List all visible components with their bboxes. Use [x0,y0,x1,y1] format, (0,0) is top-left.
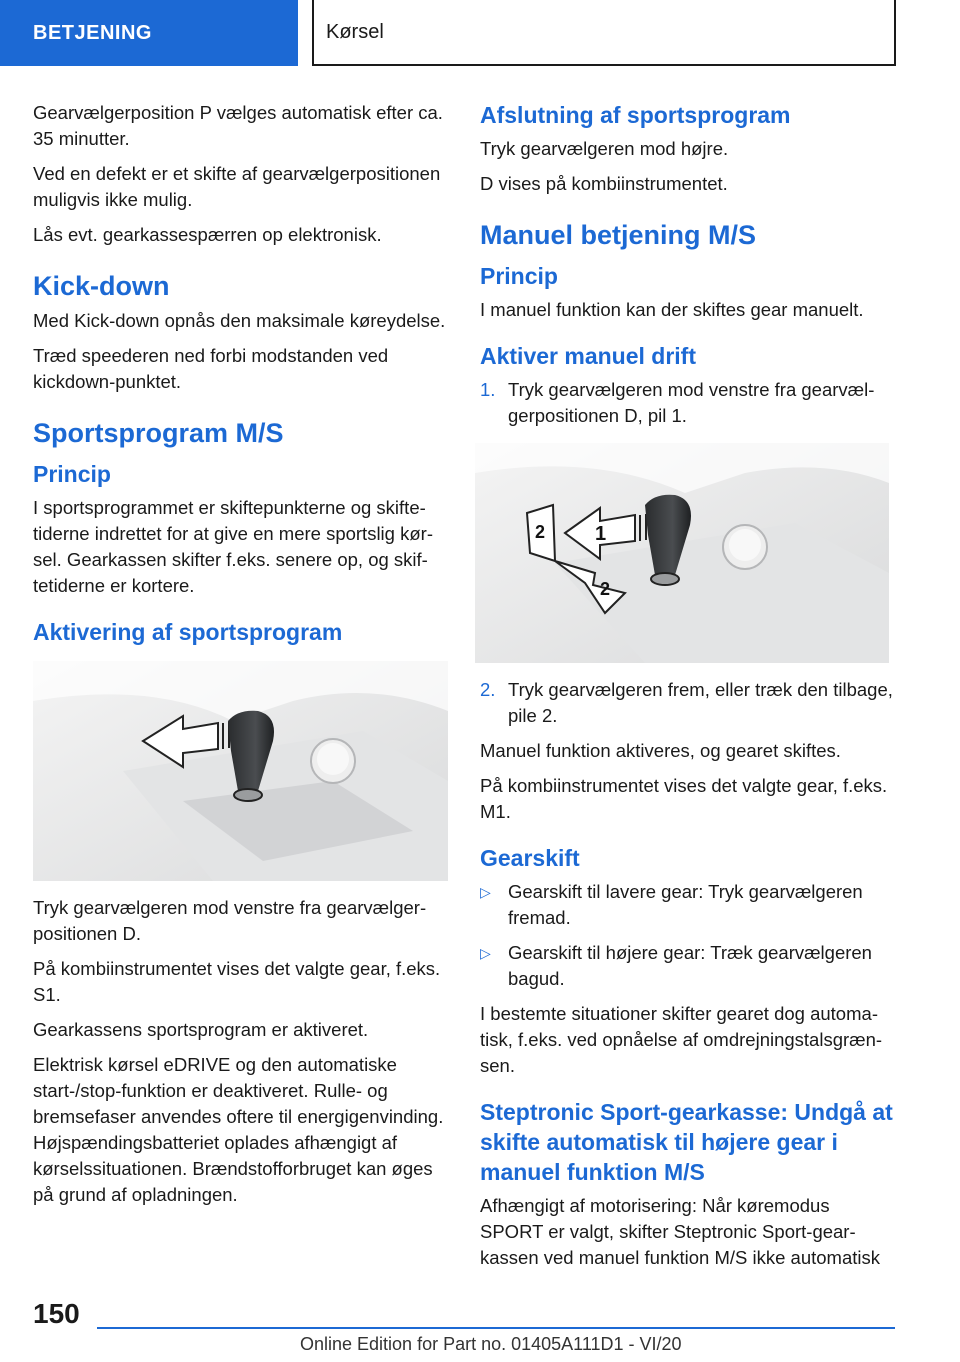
paragraph: På kombiinstrumentet vises det valgte gear, f.eks. S1. [33,958,441,1005]
paragraph: Tryk gearvælgeren mod højre. [480,138,729,159]
heading-kickdown: Kick-down [33,271,170,301]
heading-princip: Princip [33,461,111,487]
paragraph: I bestemte situationer skifter gearet dog automatisk, f.eks. ved opnåelse af omdrejningstalsgrænsen. [480,1003,883,1076]
arrow-2-label-top: 2 [535,522,546,542]
paragraph: Manuel funktion aktiveres, og gearet skiftes. [480,740,841,761]
heading-manuel-betjening: Manuel betjening M/S [480,220,757,250]
heading-afslutning: Afslutning af sportsprogram [480,102,791,128]
list-text: Gearskift til lavere gear: Tryk gearvælgeren fremad. [508,881,863,928]
list-number: 2. [480,679,496,700]
list-item [480,377,894,429]
paragraph: I sportsprogrammet er skiftepunkterne og skiftetiderne indrettet for at give en mere sportslig kørsel. Gearkassen skifter f.eks. senere op, og skiftetiderne er kortere. [33,497,433,596]
page-number: 150 [33,1298,80,1329]
heading-gearskift: Gearskift [480,845,580,871]
page-header [0,0,960,66]
gear-selector-figure-left [33,661,448,881]
paragraph: Afhængigt af motorisering: Når køremodus SPORT er valgt, skifter Steptronic Sport-gearkassen ved manuel funktion M/S ikke automatisk [480,1195,880,1268]
heading-princip: Princip [480,263,558,289]
heading-aktiver-manuel-drift: Aktiver manuel drift [480,343,696,369]
paragraph: Træd speederen ned forbi modstanden ved kickdown-punktet. [33,345,389,392]
paragraph: I manuel funktion kan der skiftes gear manuelt. [480,299,864,320]
paragraph: Ved en defekt er et skifte af gearvælgerpositionen muligvis ikke mulig. [33,163,441,210]
gear-selector-figure-right [475,443,889,663]
paragraph: D vises på kombiinstrumentet. [480,173,728,194]
paragraph: Gearvælgerposition P vælges automatisk efter ca. 35 minutter. [33,102,443,149]
left-column [33,100,448,1217]
paragraph: Med Kick-down opnås den maksimale køreydelse. [33,310,446,331]
edition-note: Online Edition for Part no. 01405A111D1 - VI/20 [300,1334,682,1354]
footer-divider [97,1327,895,1329]
list-item [480,677,894,729]
list-item [480,940,894,992]
right-column [480,100,894,1280]
section-title: BETJENING [0,0,298,66]
triangle-bullet-icon: ▷ [480,945,491,961]
paragraph: Elektrisk kørsel eDRIVE og den automatiske start-/stop-funktion er deaktiveret. Rulle- og bremsefaser anvendes oftere til energigenvinding. Højspændingsbatteriet oplades afhængigt af kørselssituationen. Brændstofforbruget kan øges på grund af opladningen. [33,1054,444,1205]
triangle-bullet-icon: ▷ [480,884,491,900]
heading-aktivering: Aktivering af sportsprogram [33,619,343,645]
heading-sportsprogram: Sportsprogram M/S [33,418,284,448]
arrow-2-label-bottom: 2 [600,579,611,599]
list-item [480,879,894,931]
arrow-1-label: 1 [595,523,607,545]
list-text: Tryk gearvælgeren mod venstre fra gearvælgerpositionen D, pil 1. [508,379,875,426]
paragraph: Lås evt. gearkassespærren op elektronisk. [33,224,382,245]
heading-steptronic: Steptronic Sport-gearkasse: Undgå at skifte automatisk til højere gear i manuel funktion M/S [480,1099,893,1185]
list-text: Gearskift til højere gear: Træk gearvælgeren bagud. [508,942,872,989]
list-text: Tryk gearvælgeren frem, eller træk den tilbage, pile 2. [508,679,893,726]
chapter-title: Kørsel [312,0,896,66]
list-number: 1. [480,379,496,400]
paragraph: Gearkassens sportsprogram er aktiveret. [33,1019,369,1040]
paragraph: Tryk gearvælgeren mod venstre fra gearvælgerpositionen D. [33,897,427,944]
paragraph: På kombiinstrumentet vises det valgte gear, f.eks. M1. [480,775,888,822]
